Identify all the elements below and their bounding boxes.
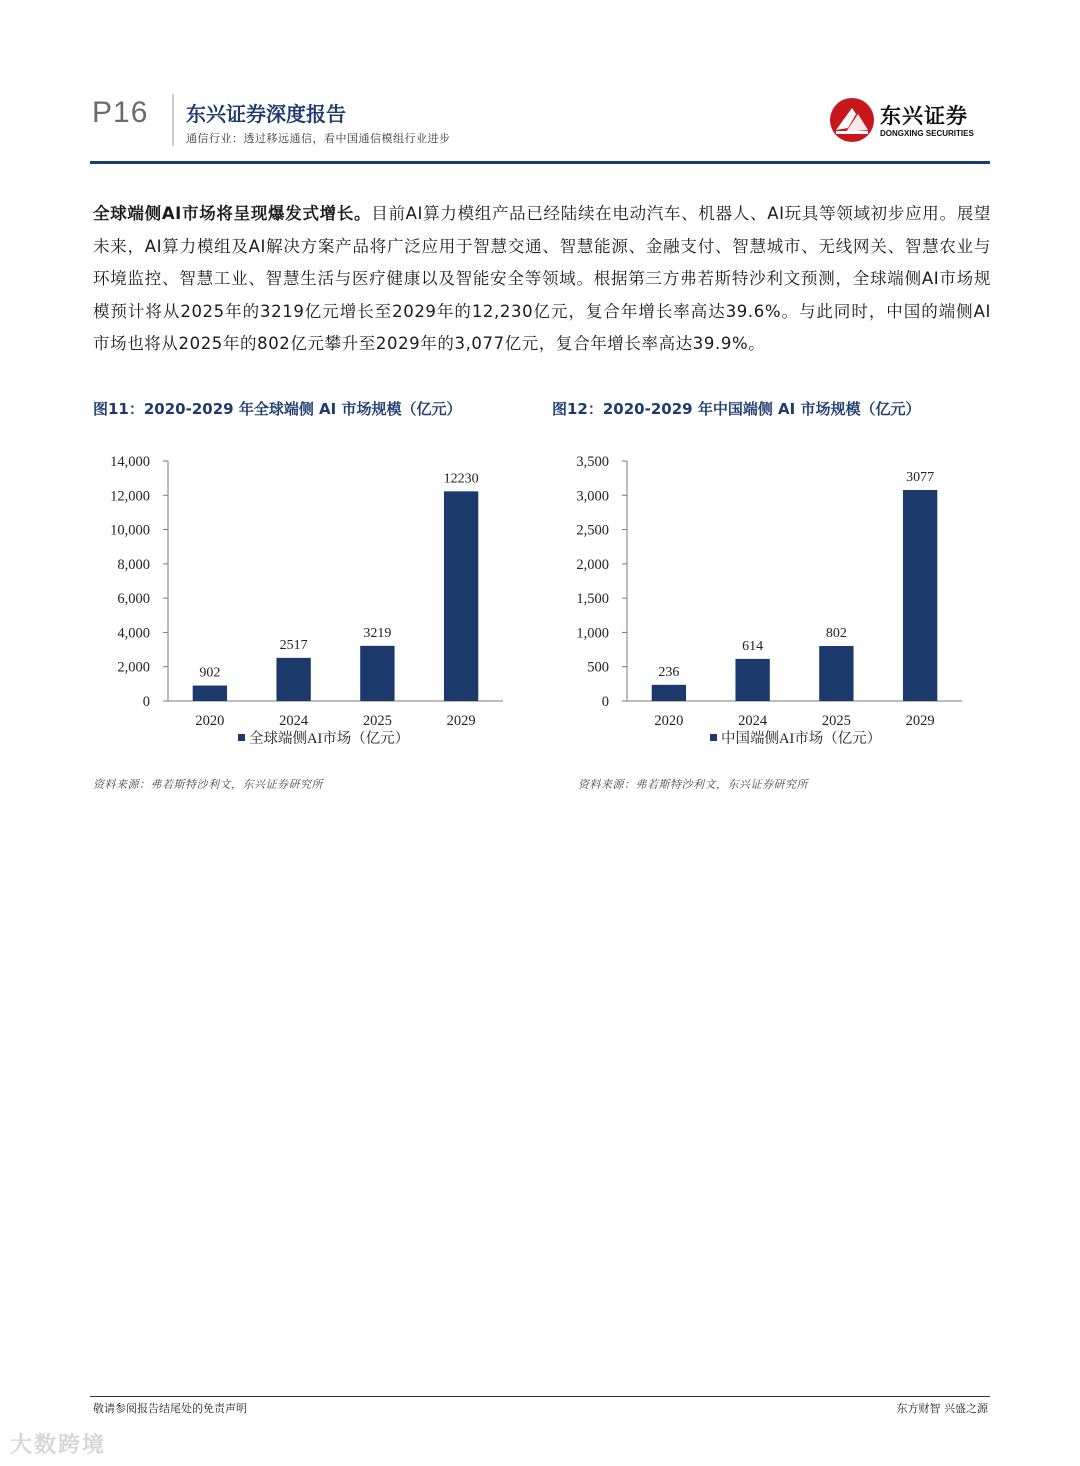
bar: [360, 646, 394, 701]
report-subtitle: 通信行业：透过移远通信，看中国通信模组行业进步: [186, 132, 451, 145]
legend-swatch: [238, 734, 245, 741]
bar-value-label: 3219: [363, 625, 392, 641]
footer-disclaimer: 敬请参阅报告结尾处的免责声明: [93, 1402, 247, 1415]
bar-value-label: 802: [825, 626, 847, 642]
body-paragraph: [93, 198, 991, 361]
legend-label: 中国端侧AI市场（亿元）: [721, 731, 882, 747]
bar: [444, 491, 478, 701]
y-tick-label: 10,000: [110, 522, 150, 539]
y-tick-label: 0: [601, 694, 609, 710]
legend-swatch: [710, 734, 717, 741]
figure-11-chart: [93, 440, 513, 764]
bar: [652, 685, 686, 701]
page-header: [90, 90, 990, 165]
y-tick-label: 3,500: [576, 454, 609, 470]
x-tick-label: 2029: [905, 713, 935, 729]
figure-12-source: 资料来源：弗若斯特沙利文，东兴证券研究所: [578, 778, 808, 791]
logo-emblem-icon: [830, 98, 874, 142]
bar: [819, 646, 853, 701]
bar-value-label: 236: [658, 664, 680, 680]
y-tick-label: 500: [587, 659, 609, 676]
y-tick-label: 4,000: [117, 625, 150, 642]
y-tick-label: 14,000: [110, 454, 150, 470]
company-logo: [830, 98, 990, 148]
y-tick-label: 3,000: [576, 488, 609, 505]
x-tick-label: 2029: [446, 713, 476, 729]
watermark: 大数跨境: [10, 1433, 107, 1458]
x-tick-label: 2024: [279, 713, 309, 729]
header-divider: [172, 94, 174, 146]
footer-slogan: 东方财智 兴盛之源: [896, 1402, 988, 1415]
footer-rule: [90, 1396, 990, 1397]
bar: [903, 490, 937, 701]
y-tick-label: 2,500: [576, 522, 609, 539]
page-number: P16: [92, 96, 149, 129]
figure-11-title: 图11：2020-2029 年全球端侧 AI 市场规模（亿元）: [93, 400, 462, 418]
y-tick-label: 1,500: [576, 591, 609, 608]
paragraph-lead: 全球端侧AI市场将呈现爆发式增长。: [93, 204, 372, 223]
logo-text-cn: 东兴证券: [880, 104, 968, 128]
bar: [735, 659, 769, 701]
x-tick-label: 2025: [362, 713, 392, 729]
bar: [276, 658, 310, 701]
bar: [193, 686, 227, 701]
y-tick-label: 12,000: [110, 488, 150, 505]
y-tick-label: 6,000: [117, 591, 150, 608]
y-tick-label: 0: [142, 694, 150, 710]
bar-value-label: 2517: [279, 637, 308, 653]
header-rule: [90, 161, 990, 164]
x-tick-label: 2024: [738, 713, 768, 729]
paragraph-text: 目前AI算力模组产品已经陆续在电动汽车、机器人、AI玩具等领域初步应用。展望未来，AI算力模组及AI解决方案产品将广泛应用于智慧交通、智慧能源、金融支付、智慧城市、无线网关、智慧农业与环境监控、智慧工业、智慧生活与医疗健康以及智能安全等领域。根据第三方弗若斯特沙利文预测，全球端侧AI市场规模预计将从2025年的3219亿元增长至2029年的12,230亿元，复合年增长率高达39.6%。与此同时，中国的端侧AI市场也将从2025年的802亿元攀升至2029年的3,077亿元，复合年增长率高达39.9%。: [93, 204, 991, 353]
bar-value-label: 3077: [906, 470, 935, 486]
figure-12-title: 图12：2020-2029 年中国端侧 AI 市场规模（亿元）: [552, 400, 921, 418]
china-ai-bar-chart: [552, 440, 972, 760]
logo-text-en: DONGXING SECURITIES: [880, 129, 974, 138]
x-tick-label: 2020: [654, 713, 684, 729]
x-tick-label: 2025: [821, 713, 851, 729]
bar-value-label: 614: [742, 638, 764, 654]
figure-11-source: 资料来源：弗若斯特沙利文，东兴证券研究所: [93, 778, 323, 791]
bar-value-label: 902: [199, 665, 221, 681]
y-tick-label: 2,000: [576, 556, 609, 573]
bar-value-label: 12230: [443, 471, 479, 487]
report-title: 东兴证券深度报告: [186, 102, 346, 126]
y-tick-label: 1,000: [576, 625, 609, 642]
x-tick-label: 2020: [195, 713, 225, 729]
y-tick-label: 8,000: [117, 556, 150, 573]
global-ai-bar-chart: [93, 440, 513, 760]
y-tick-label: 2,000: [117, 659, 150, 676]
figure-12-chart: [552, 440, 972, 764]
legend-label: 全球端侧AI市场（亿元）: [249, 731, 410, 747]
